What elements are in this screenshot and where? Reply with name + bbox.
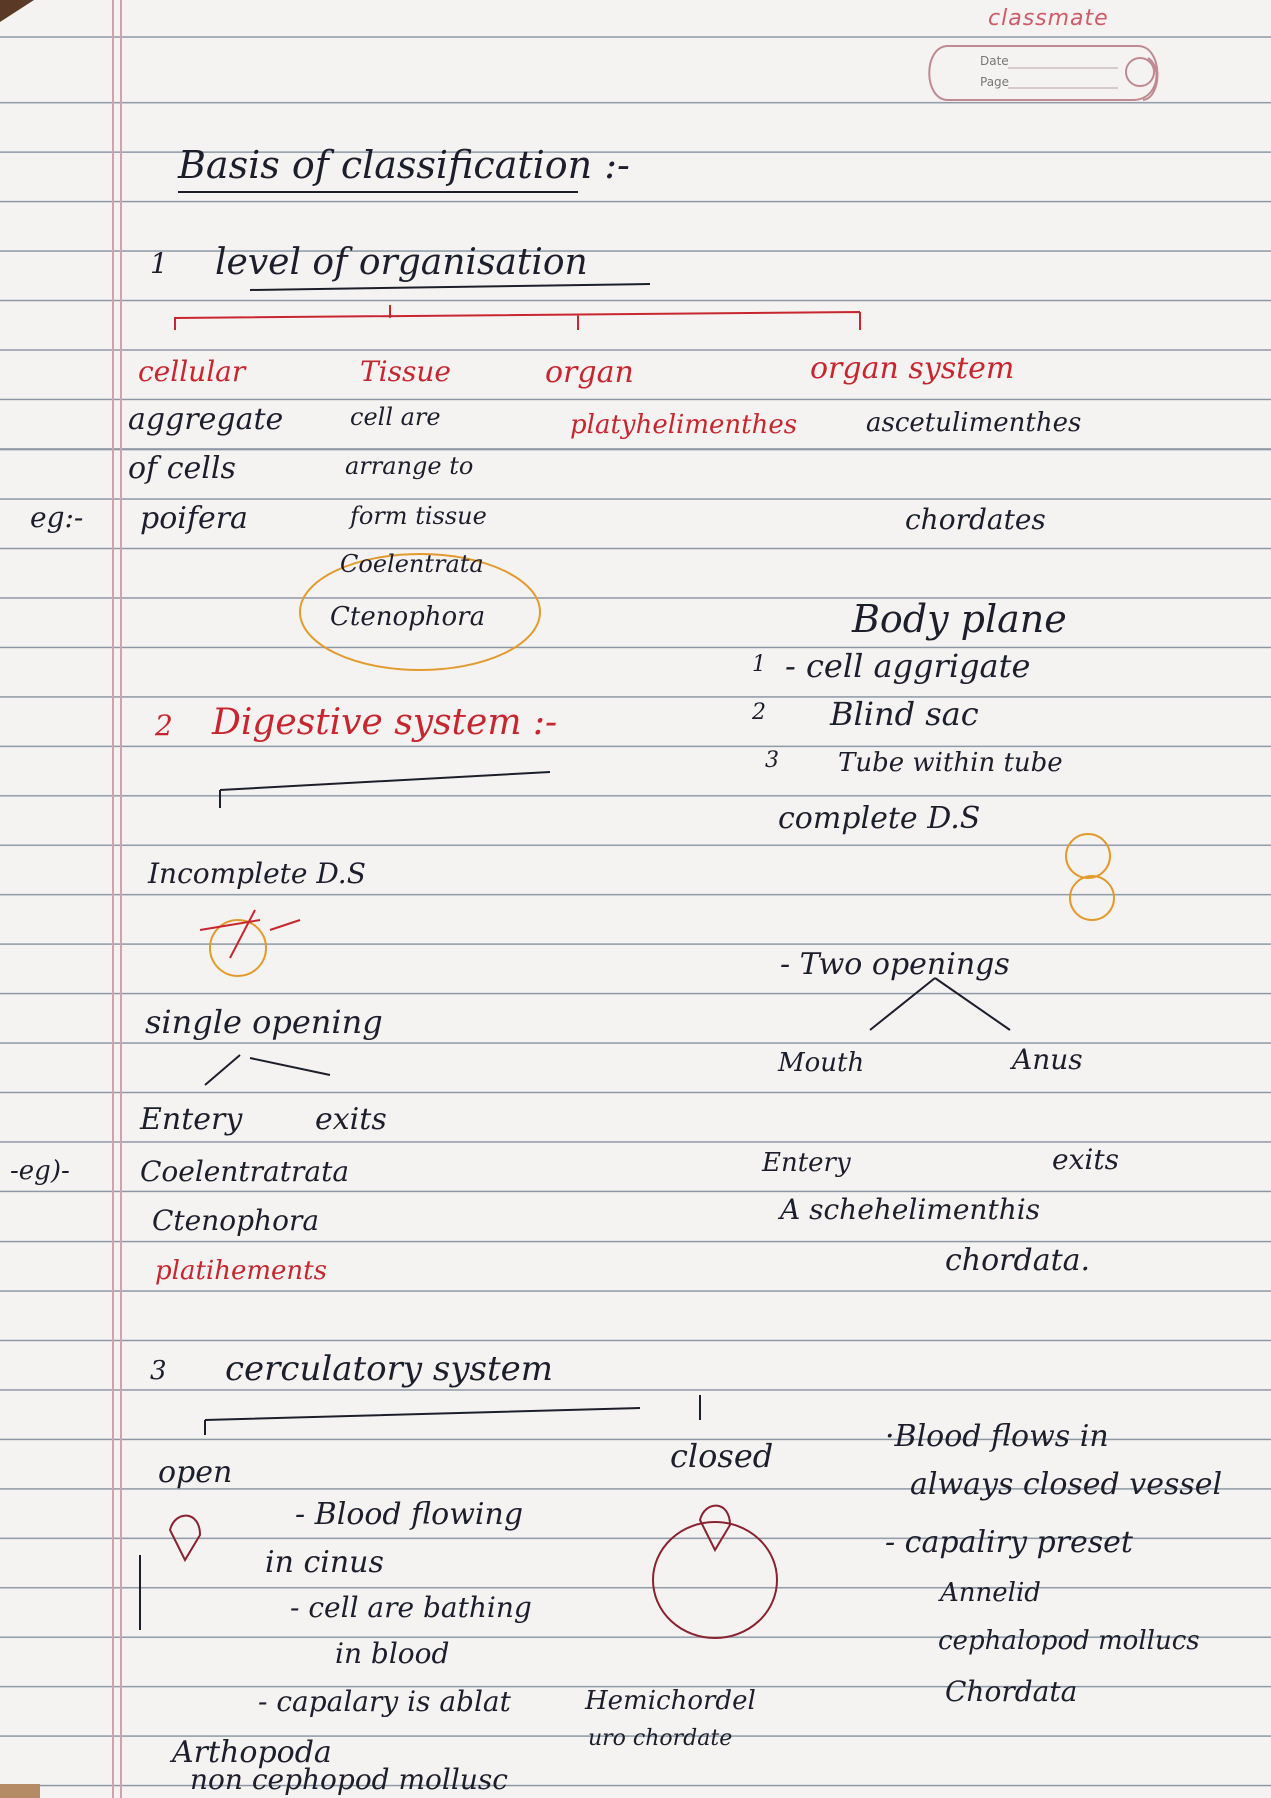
section2-number: 2	[155, 709, 173, 742]
body-plan-num-3: 3	[765, 748, 779, 773]
open-example-2: non cephopod mollusc	[190, 1763, 508, 1796]
incomplete-example-1: Coelentratrata	[140, 1155, 350, 1188]
page-label: Page	[980, 75, 1010, 89]
incomplete-exit: exits	[315, 1102, 387, 1137]
open-note-1: - Blood flowing	[295, 1497, 524, 1532]
open-note-4: in blood	[335, 1637, 450, 1670]
body-plan-heading: Body plane	[852, 597, 1067, 641]
closed-example-2: uro chordate	[588, 1726, 733, 1751]
tissue-line-2: arrange to	[345, 452, 474, 480]
page-title: Basis of classification :-	[178, 143, 630, 187]
closed-label: closed	[670, 1437, 774, 1475]
closed-example-1: Hemichordel	[585, 1686, 756, 1716]
closed-note-5: cephalopod mollucs	[938, 1626, 1200, 1656]
tissue-line-3: form tissue	[350, 502, 487, 530]
ds-branch	[220, 772, 550, 808]
complete-label: complete D.S	[778, 801, 981, 836]
two-openings: - Two openings	[780, 947, 1010, 982]
organ-system-example: ascetulimenthes	[866, 408, 1082, 438]
cellular-label: cellular	[138, 355, 246, 388]
closed-note-3: - capaliry preset	[885, 1525, 1133, 1560]
tissue-label: Tissue	[360, 355, 451, 388]
complete-entry: Entery	[762, 1148, 851, 1178]
body-plan-num-1: 1	[752, 652, 766, 677]
open-label: open	[158, 1455, 233, 1490]
section2-heading: Digestive system :-	[212, 702, 558, 743]
body-plan-item-1: - cell aggrigate	[785, 647, 1031, 685]
date-label: Date	[980, 54, 1009, 68]
incomplete-example-2: Ctenophora	[152, 1204, 320, 1237]
incomplete-example-3: platihements	[155, 1256, 327, 1286]
anus-label: Anus	[1012, 1043, 1083, 1076]
organ-label: organ	[545, 355, 634, 390]
closed-note-2: always closed vessel	[910, 1467, 1223, 1502]
organ-example: platyhelimenthes	[570, 410, 798, 440]
open-note-2: in cinus	[265, 1545, 384, 1580]
brand-logo: classmate	[988, 6, 1109, 31]
circ-branch	[205, 1395, 700, 1435]
closed-note-1: ·Blood flows in	[885, 1419, 1109, 1454]
open-example-1: Arthopoda	[172, 1735, 332, 1770]
section3-heading: cerculatory system	[225, 1349, 554, 1389]
body-plan-item-2: Blind sac	[830, 695, 979, 733]
complete-example-1: A schehelimenthis	[780, 1193, 1041, 1226]
ds-eg-label: -eg)-	[10, 1156, 70, 1186]
sac-arrows	[200, 910, 300, 958]
section1-heading: level of organisation	[215, 242, 588, 283]
cellular-example: poifera	[140, 501, 248, 536]
organ-system-example-2: chordates	[905, 503, 1046, 536]
eg-label: eg:-	[30, 501, 84, 534]
tissue-example-1: Coelentrata	[340, 550, 484, 578]
organ-system-label: organ system	[810, 351, 1015, 386]
cellular-line-1: aggregate	[128, 402, 284, 437]
tube-sketch-2	[1070, 876, 1114, 920]
tube-sketch-1	[1066, 834, 1110, 878]
complete-example-2: chordata.	[945, 1243, 1091, 1278]
tissue-example-2: Ctenophora	[330, 602, 486, 632]
section1-number: 1	[150, 247, 168, 280]
tissue-line-1: cell are	[350, 403, 441, 431]
section3-number: 3	[150, 1356, 167, 1386]
single-opening: single opening	[145, 1003, 383, 1041]
closed-note-4: Annelid	[940, 1578, 1041, 1608]
open-heart-sketch	[170, 1516, 200, 1560]
cellular-line-2: of cells	[128, 451, 236, 486]
open-note-3: - cell are bathing	[290, 1591, 532, 1624]
openings-branch	[870, 978, 1010, 1030]
closed-heart-sketch	[653, 1522, 777, 1638]
mouth-label: Mouth	[778, 1048, 865, 1078]
complete-exit: exits	[1052, 1143, 1119, 1176]
body-plan-num-2: 2	[752, 700, 766, 725]
org-bracket	[175, 305, 860, 330]
closed-note-6: Chordata	[945, 1675, 1078, 1708]
incomplete-entry: Entery	[140, 1102, 243, 1137]
sac-sketch	[210, 920, 266, 976]
heading-underline	[250, 284, 650, 290]
incomplete-label: Incomplete D.S	[148, 857, 366, 890]
body-plan-item-3: Tube within tube	[838, 748, 1063, 778]
open-note-5: - capalary is ablat	[258, 1685, 511, 1718]
single-branch	[205, 1055, 330, 1085]
